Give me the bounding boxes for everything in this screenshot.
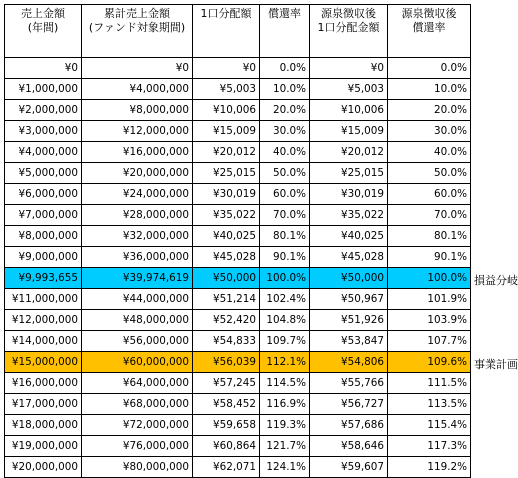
table-cell: 117.3% xyxy=(388,436,471,457)
table-cell: ¥2,000,000 xyxy=(5,100,82,121)
table-row xyxy=(5,310,471,331)
table-cell: 113.5% xyxy=(388,394,471,415)
table-cell: ¥18,000,000 xyxy=(5,415,82,436)
table-cell: 20.0% xyxy=(388,100,471,121)
table-cell: ¥24,000,000 xyxy=(82,184,193,205)
table-cell: 50.0% xyxy=(260,163,310,184)
table-cell: 70.0% xyxy=(260,205,310,226)
table-cell: ¥15,009 xyxy=(310,121,388,142)
table-cell: ¥39,974,619 xyxy=(82,268,193,289)
table-cell: ¥45,028 xyxy=(193,247,260,268)
table-cell: 90.1% xyxy=(260,247,310,268)
table-cell: 60.0% xyxy=(388,184,471,205)
table-cell: ¥35,022 xyxy=(310,205,388,226)
table-cell: ¥76,000,000 xyxy=(82,436,193,457)
table-cell: 40.0% xyxy=(260,142,310,163)
table-cell: ¥60,000,000 xyxy=(82,352,193,373)
table-cell: 40.0% xyxy=(388,142,471,163)
table-cell: 109.7% xyxy=(260,331,310,352)
table-cell: ¥25,015 xyxy=(310,163,388,184)
table-cell: ¥28,000,000 xyxy=(82,205,193,226)
table-cell: 103.9% xyxy=(388,310,471,331)
table-cell: ¥51,214 xyxy=(193,289,260,310)
table-cell: 114.5% xyxy=(260,373,310,394)
table-cell: ¥30,019 xyxy=(193,184,260,205)
table-cell: 102.4% xyxy=(260,289,310,310)
table-cell: ¥62,071 xyxy=(193,457,260,478)
table-cell: 107.7% xyxy=(388,331,471,352)
table-cell: ¥0 xyxy=(5,58,82,79)
table-cell: 115.4% xyxy=(388,415,471,436)
table-cell: ¥55,766 xyxy=(310,373,388,394)
table-cell: ¥20,012 xyxy=(193,142,260,163)
table-cell: 100.0% xyxy=(388,268,471,289)
table-cell: ¥25,015 xyxy=(193,163,260,184)
table-cell: 101.9% xyxy=(388,289,471,310)
table-cell: 119.2% xyxy=(388,457,471,478)
table-cell: 119.3% xyxy=(260,415,310,436)
table-cell: ¥0 xyxy=(82,58,193,79)
row-note: 事業計画 xyxy=(474,358,518,371)
table-cell: ¥64,000,000 xyxy=(82,373,193,394)
table-cell: ¥45,028 xyxy=(310,247,388,268)
table-cell: 124.1% xyxy=(260,457,310,478)
table-cell: ¥20,000,000 xyxy=(5,457,82,478)
table-row xyxy=(5,373,471,394)
table-row xyxy=(5,289,471,310)
table-cell: ¥0 xyxy=(310,58,388,79)
table-cell: ¥40,025 xyxy=(310,226,388,247)
table-cell: 0.0% xyxy=(260,58,310,79)
table-row xyxy=(5,226,471,247)
row-note: 損益分岐 xyxy=(474,274,518,287)
header-annual-sales: 売上金額 (年間) xyxy=(5,5,82,58)
table-cell: 30.0% xyxy=(388,121,471,142)
table-cell: ¥72,000,000 xyxy=(82,415,193,436)
table-cell: 50.0% xyxy=(388,163,471,184)
table-cell: 60.0% xyxy=(260,184,310,205)
table-cell: ¥5,000,000 xyxy=(5,163,82,184)
table-cell: ¥4,000,000 xyxy=(82,79,193,100)
table-cell: ¥54,806 xyxy=(310,352,388,373)
table-cell: ¥51,926 xyxy=(310,310,388,331)
table-row xyxy=(5,79,471,100)
table-cell: 10.0% xyxy=(388,79,471,100)
table-cell: ¥6,000,000 xyxy=(5,184,82,205)
table-row xyxy=(5,436,471,457)
table-cell: ¥44,000,000 xyxy=(82,289,193,310)
table-cell: ¥58,452 xyxy=(193,394,260,415)
table-row xyxy=(5,394,471,415)
table-cell: ¥40,025 xyxy=(193,226,260,247)
table-cell: 90.1% xyxy=(388,247,471,268)
table-cell: ¥54,833 xyxy=(193,331,260,352)
table-row xyxy=(5,457,471,478)
header-after-tax-distribution: 源泉徴収後 1口分配金額 xyxy=(310,5,388,58)
table-cell: ¥20,000,000 xyxy=(82,163,193,184)
table-cell: ¥58,646 xyxy=(310,436,388,457)
table-cell: 104.8% xyxy=(260,310,310,331)
table-cell: ¥60,864 xyxy=(193,436,260,457)
table-cell: ¥56,039 xyxy=(193,352,260,373)
table-cell: ¥10,006 xyxy=(193,100,260,121)
table-cell: ¥7,000,000 xyxy=(5,205,82,226)
table-cell: ¥10,006 xyxy=(310,100,388,121)
table-cell: ¥56,000,000 xyxy=(82,331,193,352)
table-row xyxy=(5,331,471,352)
table-body xyxy=(5,58,471,478)
table-row xyxy=(5,352,471,373)
header-distribution-per-unit: 1口分配額 xyxy=(193,5,260,58)
table-cell: ¥11,000,000 xyxy=(5,289,82,310)
table-cell: ¥32,000,000 xyxy=(82,226,193,247)
table-cell: ¥14,000,000 xyxy=(5,331,82,352)
table-cell: ¥3,000,000 xyxy=(5,121,82,142)
table-cell: ¥4,000,000 xyxy=(5,142,82,163)
table-cell: ¥36,000,000 xyxy=(82,247,193,268)
table-cell: ¥57,245 xyxy=(193,373,260,394)
table-cell: ¥80,000,000 xyxy=(82,457,193,478)
table-cell: 100.0% xyxy=(260,268,310,289)
table-cell: 20.0% xyxy=(260,100,310,121)
header-row xyxy=(5,5,471,58)
table-cell: ¥59,658 xyxy=(193,415,260,436)
table-row xyxy=(5,121,471,142)
table-cell: ¥0 xyxy=(193,58,260,79)
table-cell: ¥1,000,000 xyxy=(5,79,82,100)
table-cell: ¥19,000,000 xyxy=(5,436,82,457)
table-cell: ¥59,607 xyxy=(310,457,388,478)
table-cell: ¥56,727 xyxy=(310,394,388,415)
table-cell: ¥17,000,000 xyxy=(5,394,82,415)
table-cell: ¥30,019 xyxy=(310,184,388,205)
table-cell: 109.6% xyxy=(388,352,471,373)
table-cell: 121.7% xyxy=(260,436,310,457)
table-cell: ¥9,993,655 xyxy=(5,268,82,289)
table-cell: ¥50,000 xyxy=(193,268,260,289)
table-cell: ¥48,000,000 xyxy=(82,310,193,331)
table-cell: ¥5,003 xyxy=(310,79,388,100)
table-row xyxy=(5,268,471,289)
table-row xyxy=(5,184,471,205)
table-cell: ¥50,967 xyxy=(310,289,388,310)
table-cell: ¥8,000,000 xyxy=(5,226,82,247)
table-row xyxy=(5,100,471,121)
table-cell: 80.1% xyxy=(388,226,471,247)
table-row xyxy=(5,247,471,268)
table-cell: 111.5% xyxy=(388,373,471,394)
header-redemption-rate: 償還率 xyxy=(260,5,310,58)
table-cell: ¥16,000,000 xyxy=(5,373,82,394)
table-cell: 112.1% xyxy=(260,352,310,373)
table-cell: ¥50,000 xyxy=(310,268,388,289)
table-cell: ¥5,003 xyxy=(193,79,260,100)
table-cell: ¥68,000,000 xyxy=(82,394,193,415)
table-cell: 30.0% xyxy=(260,121,310,142)
table-cell: ¥12,000,000 xyxy=(82,121,193,142)
table-row xyxy=(5,142,471,163)
table-cell: ¥9,000,000 xyxy=(5,247,82,268)
table-cell: ¥12,000,000 xyxy=(5,310,82,331)
table-cell: ¥20,012 xyxy=(310,142,388,163)
table-cell: 80.1% xyxy=(260,226,310,247)
table-cell: 0.0% xyxy=(388,58,471,79)
table-cell: ¥15,009 xyxy=(193,121,260,142)
table-row xyxy=(5,58,471,79)
table-cell: 70.0% xyxy=(388,205,471,226)
table-cell: 116.9% xyxy=(260,394,310,415)
table-cell: 10.0% xyxy=(260,79,310,100)
table-cell: ¥52,420 xyxy=(193,310,260,331)
table-cell: ¥8,000,000 xyxy=(82,100,193,121)
distribution-table xyxy=(4,4,471,478)
table-cell: ¥53,847 xyxy=(310,331,388,352)
header-cumulative-sales: 累計売上金額 (ファンド対象期間) xyxy=(82,5,193,58)
table-cell: ¥35,022 xyxy=(193,205,260,226)
table-cell: ¥57,686 xyxy=(310,415,388,436)
table-cell: ¥15,000,000 xyxy=(5,352,82,373)
table-row xyxy=(5,163,471,184)
table-cell: ¥16,000,000 xyxy=(82,142,193,163)
table-row xyxy=(5,415,471,436)
header-after-tax-redemption-rate: 源泉徴収後 償還率 xyxy=(388,5,471,58)
table-row xyxy=(5,205,471,226)
